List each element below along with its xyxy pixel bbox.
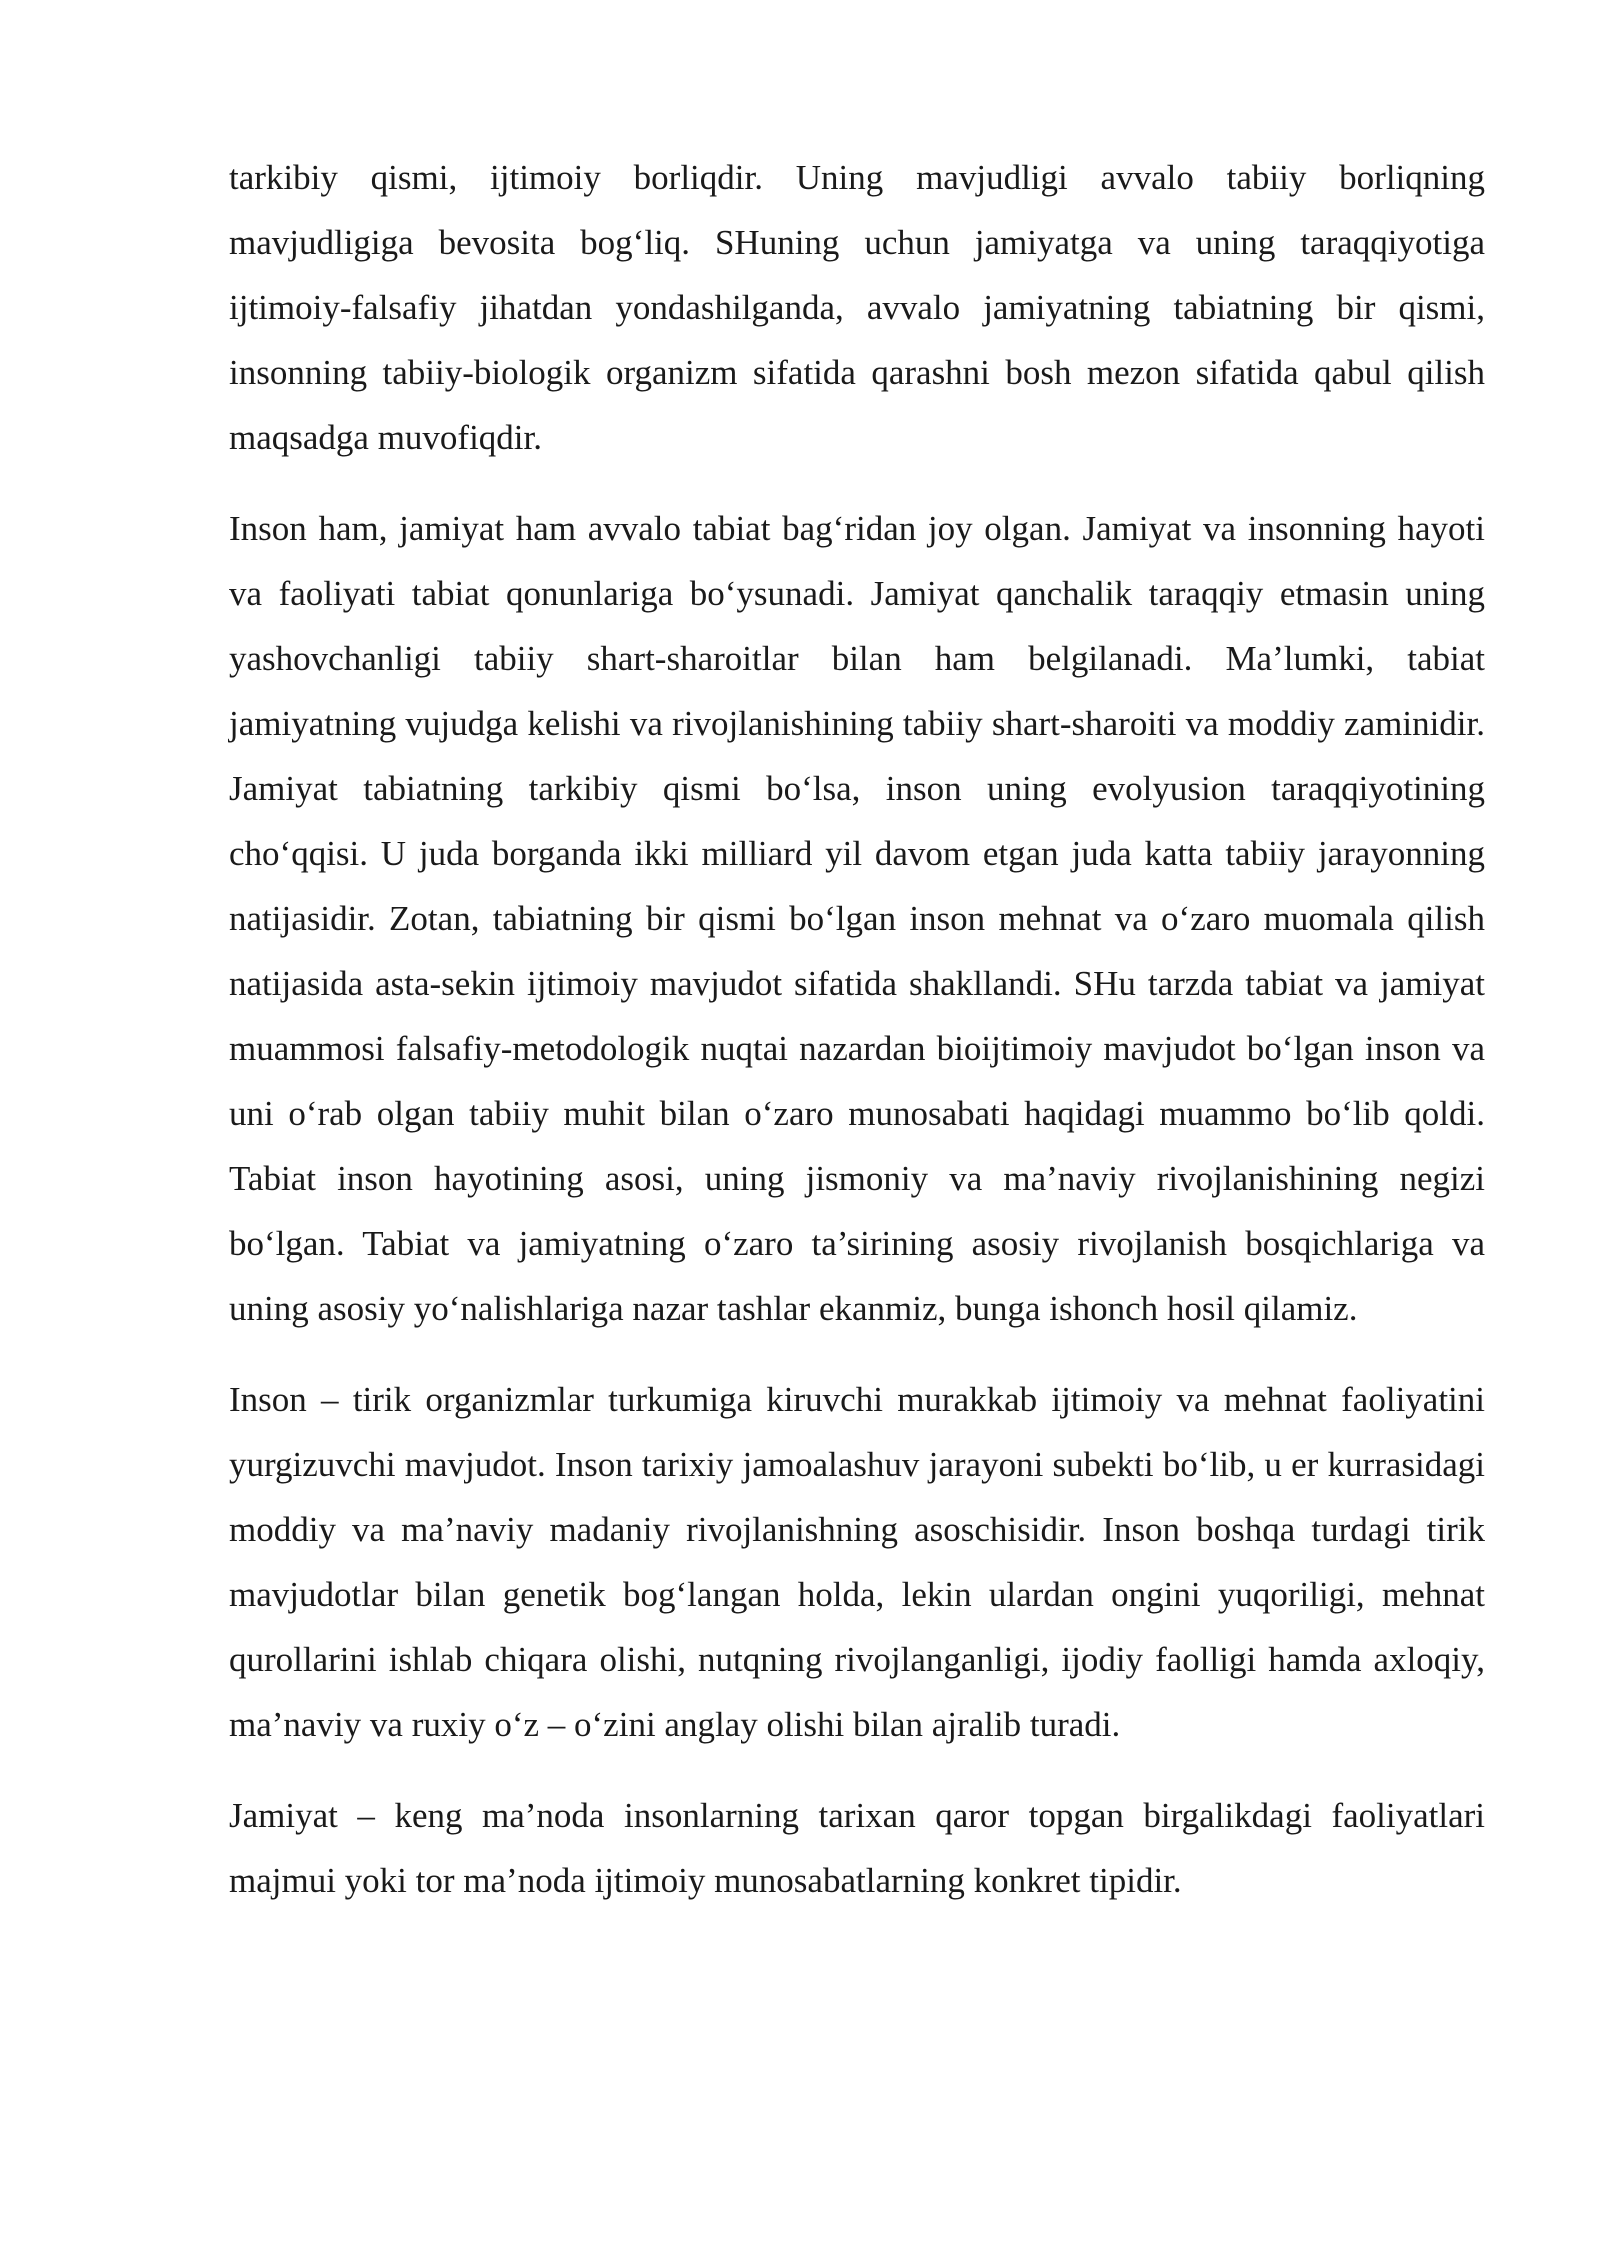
paragraph-2: Inson ham, jamiyat ham avvalo tabiat bag‘ridan joy olgan. Jamiyat va insonning hayoti va faoliyati tabiat qonunlariga bo‘ysunadi. Jamiyat qanchalik taraqqiy etmasin uning yashovchanligi tabiiy shart-sharoitlar bilan ham belgilanadi. Ma’lumki, tabiat jamiyatning vujudga kelishi va rivojlanishining tabiiy shart-sharoiti va moddiy zaminidir. Jamiyat tabiatning tarkibiy qismi bo‘lsa, inson uning evolyusion taraqqiyotining cho‘qqisi. U juda borganda ikki milliard yil davom etgan juda katta tabiiy jarayonning natijasidir. Zotan, tabiatning bir qismi bo‘lgan inson mehnat va o‘zaro muomala qilish natijasida asta-sekin ijtimoiy mavjudot sifatida shakllandi. SHu tarzda tabiat va jamiyat muammosi falsafiy-metodologik nuqtai nazardan bioijtimoiy mavjudot bo‘lgan inson va uni o‘rab olgan tabiiy muhit bilan o‘zaro munosabati haqidagi muammo bo‘lib qoldi. Tabiat inson hayotining asosi, uning jismoniy va ma’naviy rivojlanishining negizi bo‘lgan. Tabiat va jamiyatning o‘zaro ta’sirining asosiy rivojlanish bosqichlariga va uning asosiy yo‘nalishlariga nazar tashlar ekanmiz, bunga ishonch hosil qilamiz. [229, 509, 1485, 1328]
paragraph-3: Inson – tirik organizmlar turkumiga kiruvchi murakkab ijtimoiy va mehnat faoliyatini yurgizuvchi mavjudot. Inson tarixiy jamoalashuv jarayoni subekti bo‘lib, u er kurrasidagi moddiy va ma’naviy madaniy rivojlanishning asoschisidir. Inson boshqa turdagi tirik mavjudotlar bilan genetik bog‘langan holda, lekin ulardan ongini yuqoriligi, mehnat qurollarini ishlab chiqara olishi, nutqning rivojlanganligi, ijodiy faolligi hamda axloqiy, ma’naviy va ruxiy o‘z – o‘zini anglay olishi bilan ajralib turadi. [229, 1380, 1485, 1744]
paragraph-1: tarkibiy qismi, ijtimoiy borliqdir. Uning mavjudligi avvalo tabiiy borliqning mavjudligiga bevosita bog‘liq. SHuning uchun jamiyatga va uning taraqqiyotiga ijtimoiy-falsafiy jihatdan yondashilganda, avvalo jamiyatning tabiatning bir qismi, insonning tabiiy-biologik organizm sifatida qarashni bosh mezon sifatida qabul qilish maqsadga muvofiqdir. [229, 158, 1485, 457]
paragraph-4: Jamiyat – keng ma’noda insonlarning tarixan qaror topgan birgalikdagi faoliyatlari majmui yoki tor ma’noda ijtimoiy munosabatlarning konkret tipidir. [229, 1796, 1485, 1900]
document-body [229, 145, 1485, 1939]
